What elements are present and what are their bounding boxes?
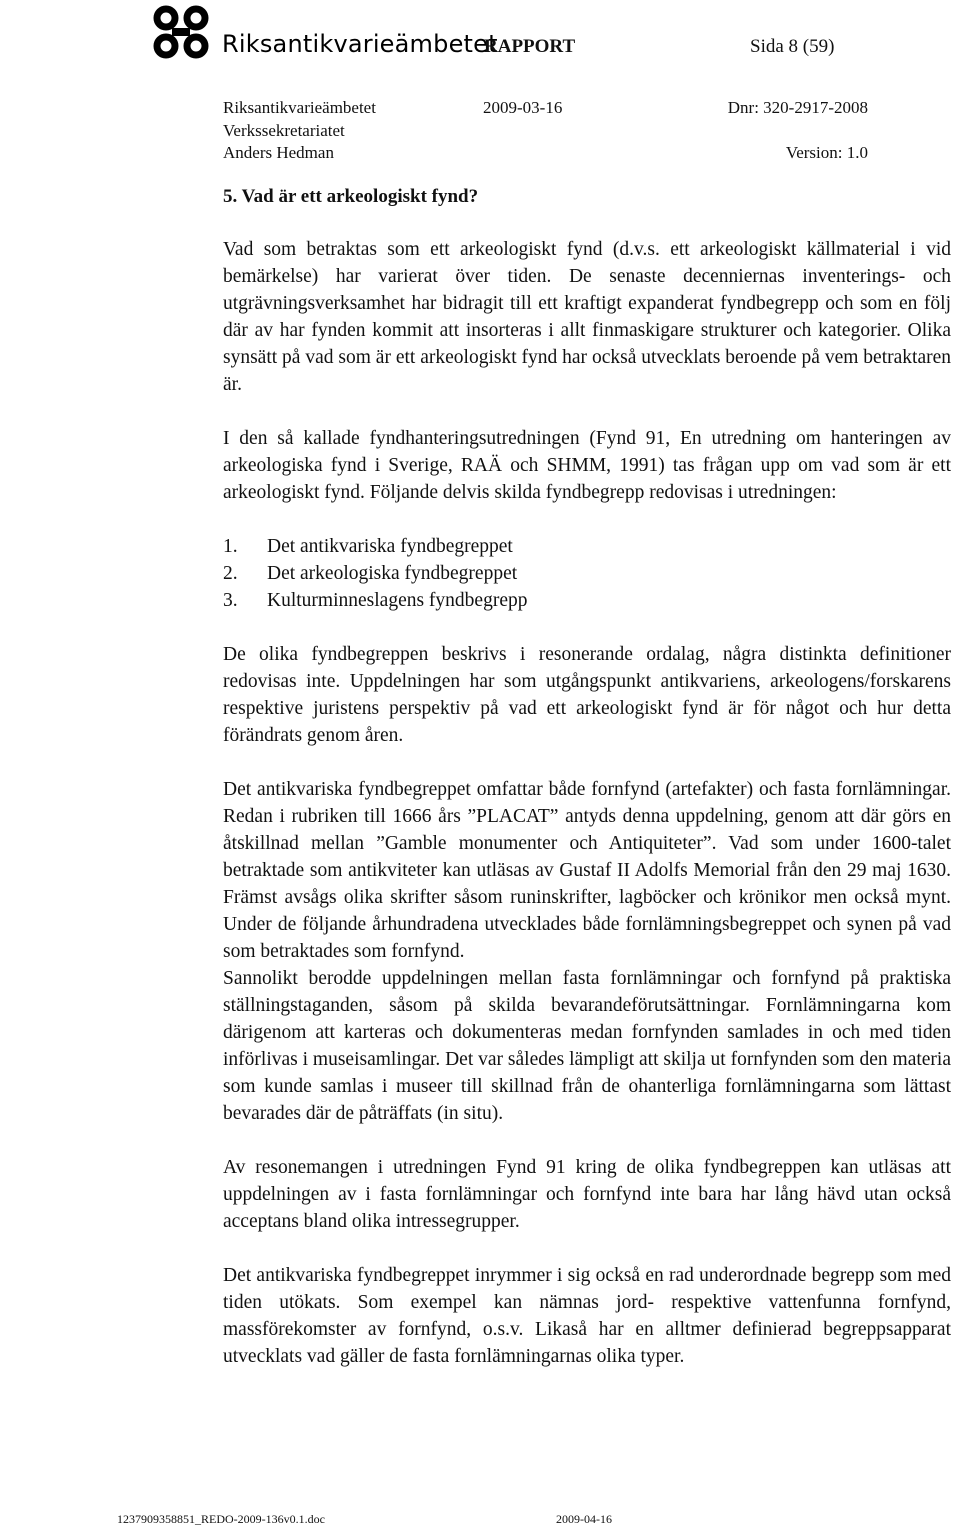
meta-department: Verkssekretariatet xyxy=(223,121,345,140)
paragraph: Sannolikt berodde uppdelningen mellan fasta fornlämningar och fornfynd på praktiska ställningstaganden, såsom på skilda bevarandeförutsättningar. Fornlämningarna kom därigenom att karteras och dokumenteras medan fornfynden samlades in och med tiden införlivas i museisamlingar. Det var således lämpligt att skilja ut fornfynden som den materia som kunde samlas i museer till skillnad från de ohanterliga fornlämningarna som lättast bevarades där de påträffats (in situ). xyxy=(223,968,951,1124)
meta-date: 2009-03-16 xyxy=(483,98,563,117)
list-item xyxy=(223,587,951,614)
meta-version: Version: 1.0 xyxy=(785,143,868,162)
meta-org: Riksantikvarieämbetet xyxy=(223,98,376,117)
body-content xyxy=(223,236,951,1397)
meta-dnr: Dnr: 320-2917-2008 xyxy=(727,98,868,117)
list-number: 1. xyxy=(223,536,238,557)
org-name: Riksantikvarieämbetet xyxy=(222,30,498,58)
list-text: Det arkeologiska fyndbegreppet xyxy=(267,563,518,584)
paragraph: Det antikvariska fyndbegreppet omfattar både fornfynd (artefakter) och fasta fornlämningar. Redan i rubriken till 1666 års ”PLACAT” antyds denna uppdelning, genom att där görs en åtskillnad mellan ”Gamble monumenter och Antiquiteter”. Vad som under 1600-talet betraktade som antikviteter kan utläsas av Gustaf II Adolfs Memorial från den 29 maj 1630. Främst avsågs olika skrifter såsom runinskrifter, lagböcker och krönikor men också mynt. Under de följande århundradena utvecklades både fornlämningsbegreppet och synen på vad som betraktades som fornfynd. xyxy=(223,779,951,962)
list-number: 2. xyxy=(223,563,238,584)
list-text: Det antikvariska fyndbegreppet xyxy=(267,536,513,557)
raa-logo-icon xyxy=(150,4,212,60)
footer-filename: 1237909358851_REDO-2009-136v0.1.doc xyxy=(117,1512,325,1526)
list-text: Kulturminneslagens fyndbegrepp xyxy=(267,590,528,611)
list-item xyxy=(223,533,951,560)
doc-type: RAPPORT xyxy=(484,36,576,57)
numbered-list xyxy=(223,533,951,614)
list-item xyxy=(223,560,951,587)
paragraph: De olika fyndbegreppen beskrivs i resonerande ordalag, några distinkta definitioner redovisas inte. Uppdelningen har som utgångspunkt antikvariens, arkeologens/forskarens respektive juristens perspektiv på vad ett arkeologiskt fynd är för något och hur detta förändrats genom åren. xyxy=(223,644,951,746)
page-number: Sida 8 (59) xyxy=(750,36,835,57)
paragraph: Vad som betraktas som ett arkeologiskt fynd (d.v.s. ett arkeologiskt källmaterial i vid bemärkelse) har varierat över tiden. De senaste decenniernas inventerings- och utgrävningsverksamhet har bidragit till ett kraftigt expanderat fyndbegrepp och som en följ där av har fynden kommit att insorteras i allt finmaskigare strukturer och kategorier. Olika synsätt på vad som är ett arkeologiskt fynd har också utvecklats beroende på vem betraktaren är. xyxy=(223,239,951,395)
paragraph: I den så kallade fyndhanteringsutredningen (Fynd 91, En utredning om hanteringen av arkeologiska fynd i Sverige, RAÄ och SHMM, 1991) tas frågan upp om vad som är ett arkeologiskt fynd. Följande delvis skilda fyndbegrepp redovisas i utredningen: xyxy=(223,428,951,503)
paragraph: Av resonemangen i utredningen Fynd 91 kring de olika fyndbegreppen kan utläsas att uppdelningen av i fasta fornlämningar och fornfynd inte bara har lång hävd utan också acceptans bland olika intressegrupper. xyxy=(223,1157,951,1232)
footer-date: 2009-04-16 xyxy=(556,1512,612,1526)
meta-author: Anders Hedman xyxy=(223,143,334,162)
paragraph: Det antikvariska fyndbegreppet inrymmer i sig också en rad underordnade begrepp som med tiden utökats. Som exempel kan nämnas jord- respektive vattenfunna fornfynd, massförekomster av fornfynd, o.s.v. Likaså har en alltmer definierad begreppsapparat utvecklats vad gäller de fasta fornlämningarnas olika typer. xyxy=(223,1265,951,1367)
section-heading: 5. Vad är ett arkeologiskt fynd? xyxy=(223,186,479,207)
list-number: 3. xyxy=(223,590,238,611)
